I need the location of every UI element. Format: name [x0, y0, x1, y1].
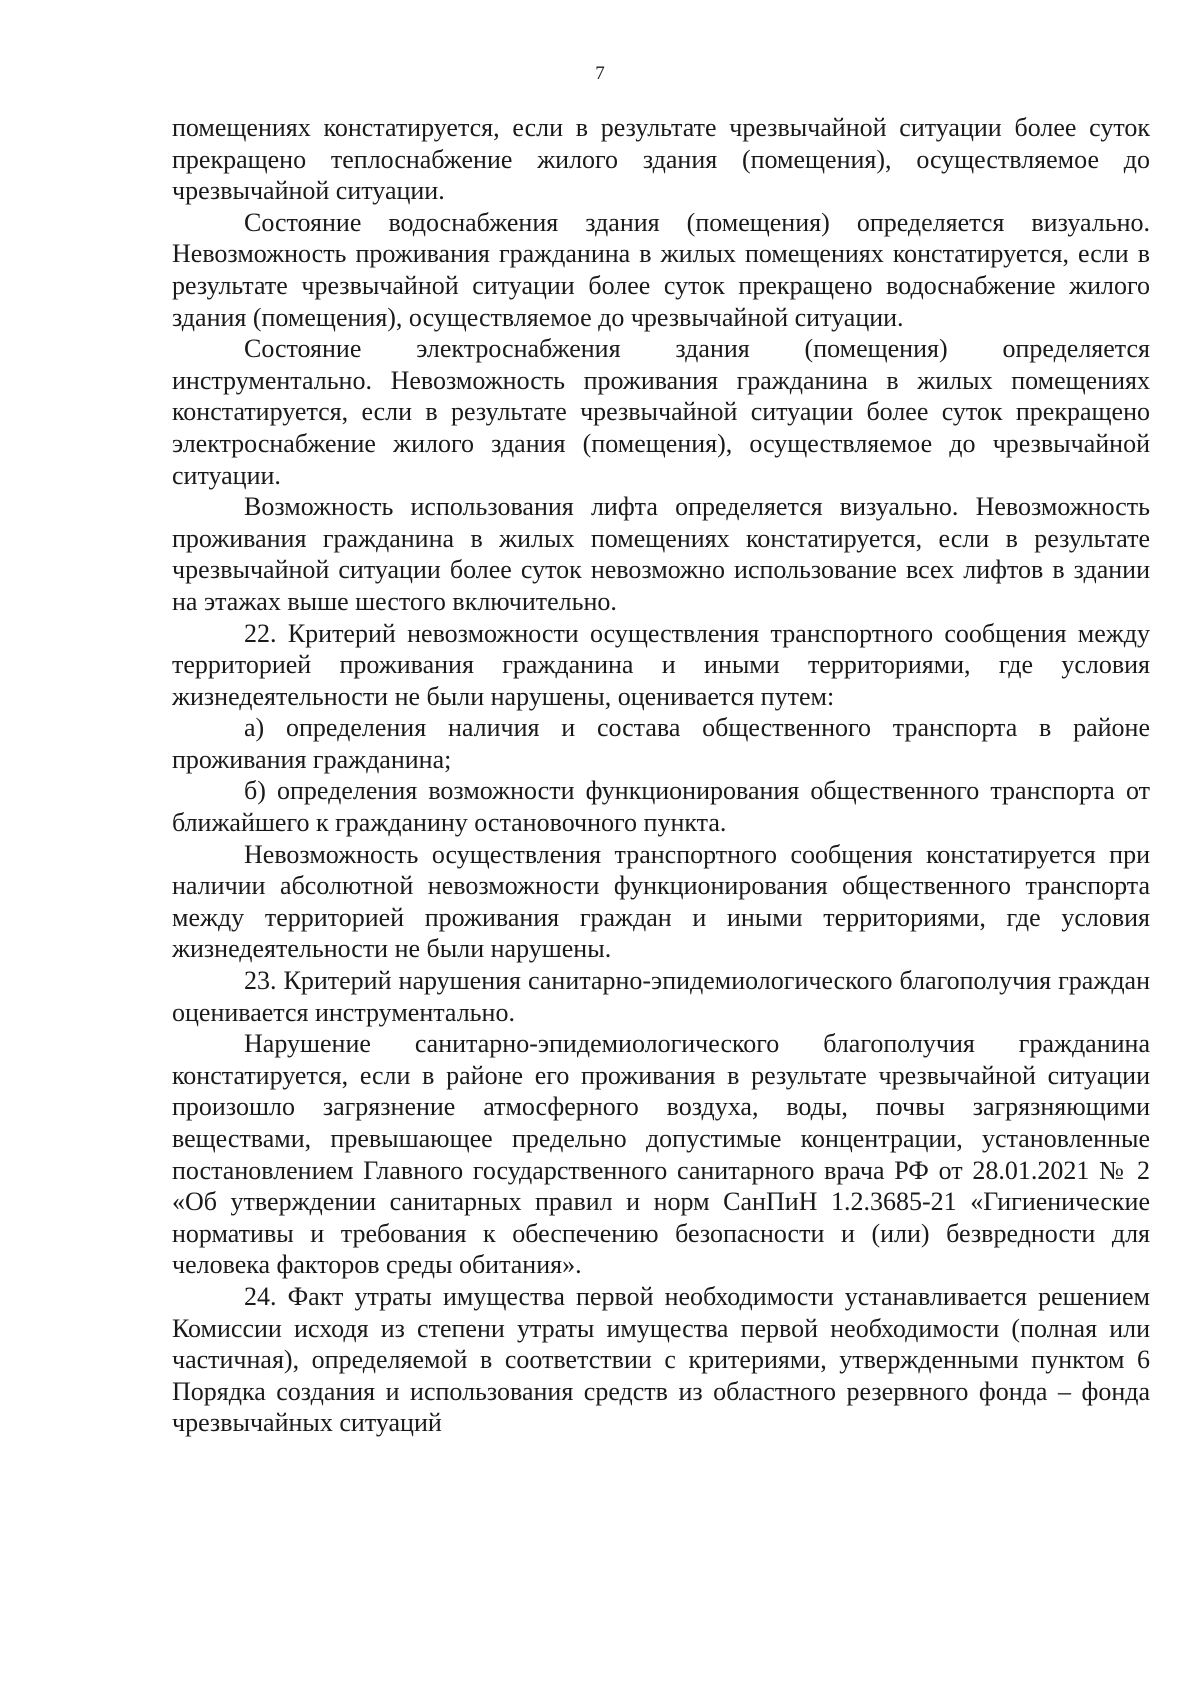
document-body — [172, 112, 1150, 1439]
paragraph-sanitary-violation: Нарушение санитарно-эпидемиологического благополучия гражданина констатируется, если в районе его проживания в результате чрезвычайной ситуации произошло загрязнение атмосферного воздуха, воды, почвы загрязняющими веществами, превышающее предельно допустимые концентрации, установленные постановлением Главного государственного санитарного врача РФ от 28.01.2021 № 2 «Об утверждении санитарных правил и норм СанПиН 1.2.3685-21 «Гигиенические нормативы и требования к обеспечению безопасности и (или) безвредности для человека факторов среды обитания». — [172, 1029, 1150, 1280]
page-number: 7 — [595, 63, 605, 84]
paragraph-elevator: Возможность использования лифта определяется визуально. Невозможность проживания гражданина в жилых помещениях констатируется, если в результате чрезвычайной ситуации более суток невозможно использование всех лифтов в здании на этажах выше шестого включительно. — [172, 492, 1150, 616]
paragraph-item-23: 23. Критерий нарушения санитарно-эпидемиологического благополучия граждан оценивается инструментально. — [172, 966, 1150, 1027]
paragraph-item-24: 24. Факт утраты имущества первой необходимости устанавливается решением Комиссии исходя из степени утраты имущества первой необходимости (полная или частичная), определяемой в соответствии с критериями, утвержденными пунктом 6 Порядка создания и использования средств из областного резервного фонда – фонда чрезвычайных ситуаций — [172, 1281, 1150, 1438]
paragraph-power-supply: Состояние электроснабжения здания (помещения) определяется инструментально. Невозможность проживания гражданина в жилых помещениях констатируется, если в результате чрезвычайной ситуации более суток прекращено электроснабжение жилого здания (помещения), осуществляемое до чрезвычайной ситуации. — [172, 334, 1150, 490]
paragraph-transport-impossibility: Невозможность осуществления транспортного сообщения констатируется при наличии абсолютной невозможности функционирования общественного транспорта между территорией проживания граждан и иными территориями, где условия жизнедеятельности не были нарушены. — [172, 839, 1150, 964]
paragraph-item-22-b: б) определения возможности функционирования общественного транспорта от ближайшего к гражданину остановочного пункта. — [172, 776, 1150, 838]
paragraph-item-22: 22. Критерий невозможности осуществления транспортного сообщения между территорией проживания гражданина и иными территориями, где условия жизнедеятельности не были нарушены, оценивается путем: — [172, 618, 1150, 711]
paragraph-water-supply: Состояние водоснабжения здания (помещения) определяется визуально. Невозможность проживания гражданина в жилых помещениях констатируется, если в результате чрезвычайной ситуации более суток прекращено водоснабжение жилого здания (помещения), осуществляемое до чрезвычайной ситуации. — [172, 207, 1150, 332]
paragraph-item-22-a: а) определения наличия и состава общественного транспорта в районе проживания гражданина; — [172, 713, 1150, 774]
paragraph-heating-continuation: помещениях констатируется, если в результате чрезвычайной ситуации более суток прекращено теплоснабжение жилого здания (помещения), осуществляемое до чрезвычайной ситуации. — [172, 113, 1150, 206]
